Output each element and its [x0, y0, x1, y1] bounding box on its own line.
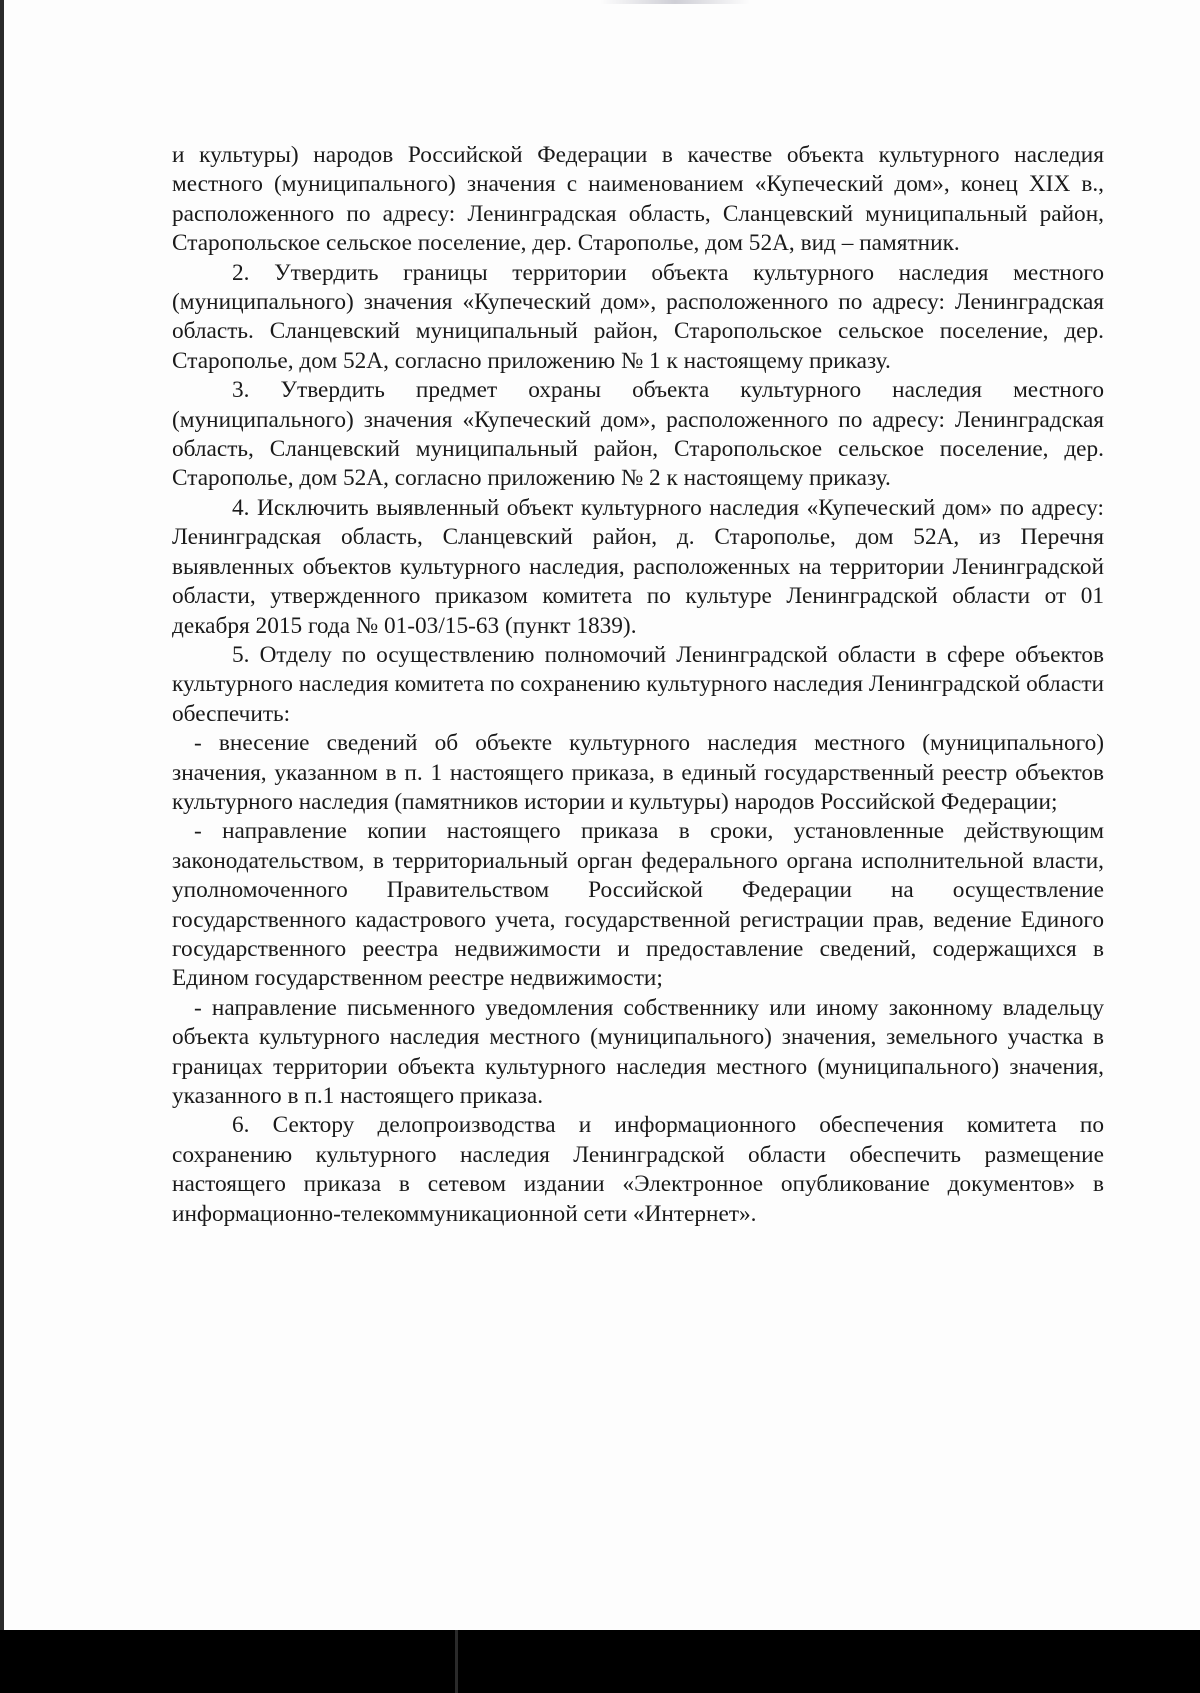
- paragraph-5-item-1: - внесение сведений об объекте культурного наследия местного (муниципального) значения, указанном в п. 1 настоящего приказа, в единый государственный реестр объектов культурного наследия (памятников истории и культуры) народов Российской Федерации;: [172, 730, 1104, 815]
- paragraph-5-item-3: - направление письменного уведомления собственнику или иному законному владельцу объекта культурного наследия местного (муниципального) значения, земельного участка в границах территории объекта культурного наследия местного (муниципального) значения, указанного в п.1 настоящего приказа.: [172, 994, 1104, 1109]
- scan-top-smudge: [600, 0, 750, 4]
- scan-bottom-bar: [0, 1630, 1200, 1693]
- scan-left-edge: [0, 0, 4, 1630]
- paragraph-3: 3. Утвердить предмет охраны объекта культурного наследия местного (муниципального) значения «Купеческий дом», расположенного по адресу: Ленинградская область, Сланцевский муниципальный район, Старопольское сельское поселение, дер. Старополье, дом 52А, согласно приложению № 2 к настоящему приказу.: [172, 377, 1104, 492]
- paragraph-1-continuation: и культуры) народов Российской Федерации в качестве объекта культурного наследия местного (муниципального) значения с наименованием «Купеческий дом», конец XIX в., расположенного по адресу: Ленинградская область, Сланцевский муниципальный район, Старопольское сельское поселение, дер. Старополье, дом 52А, вид – памятник.: [172, 142, 1104, 257]
- scan-bottom-split: [455, 1630, 458, 1693]
- document-body: [172, 141, 1104, 1229]
- paragraph-2: 2. Утвердить границы территории объекта культурного наследия местного (муниципального) значения «Купеческий дом», расположенного по адресу: Ленинградская область. Сланцевский муниципальный район, Старопольское сельское поселение, дер. Старополье, дом 52А, согласно приложению № 1 к настоящему приказу.: [172, 259, 1104, 374]
- paragraph-4: 4. Исключить выявленный объект культурного наследия «Купеческий дом» по адресу: Ленинградская область, Сланцевский район, д. Старополье, дом 52А, из Перечня выявленных объектов культурного наследия, расположенных на территории Ленинградской области, утвержденного приказом комитета по культуре Ленинградской области от 01 декабря 2015 года № 01-03/15-63 (пункт 1839).: [172, 494, 1104, 639]
- paragraph-6: 6. Сектору делопроизводства и информационного обеспечения комитета по сохранению культурного наследия Ленинградской области обеспечить размещение настоящего приказа в сетевом издании «Электронное опубликование документов» в информационно-телекоммуникационной сети «Интернет».: [172, 1112, 1104, 1227]
- paragraph-5: 5. Отделу по осуществлению полномочий Ленинградской области в сфере объектов культурного наследия комитета по сохранению культурного наследия Ленинградской области обеспечить:: [172, 641, 1104, 727]
- paragraph-5-item-2: - направление копии настоящего приказа в сроки, установленные действующим законодательством, в территориальный орган федерального органа исполнительной власти, уполномоченного Правительством Российской Федерации на осуществление государственного кадастрового учета, государственной регистрации прав, ведение Единого государственного реестра недвижимости и предоставление сведений, содержащихся в Едином государственном реестре недвижимости;: [172, 818, 1104, 992]
